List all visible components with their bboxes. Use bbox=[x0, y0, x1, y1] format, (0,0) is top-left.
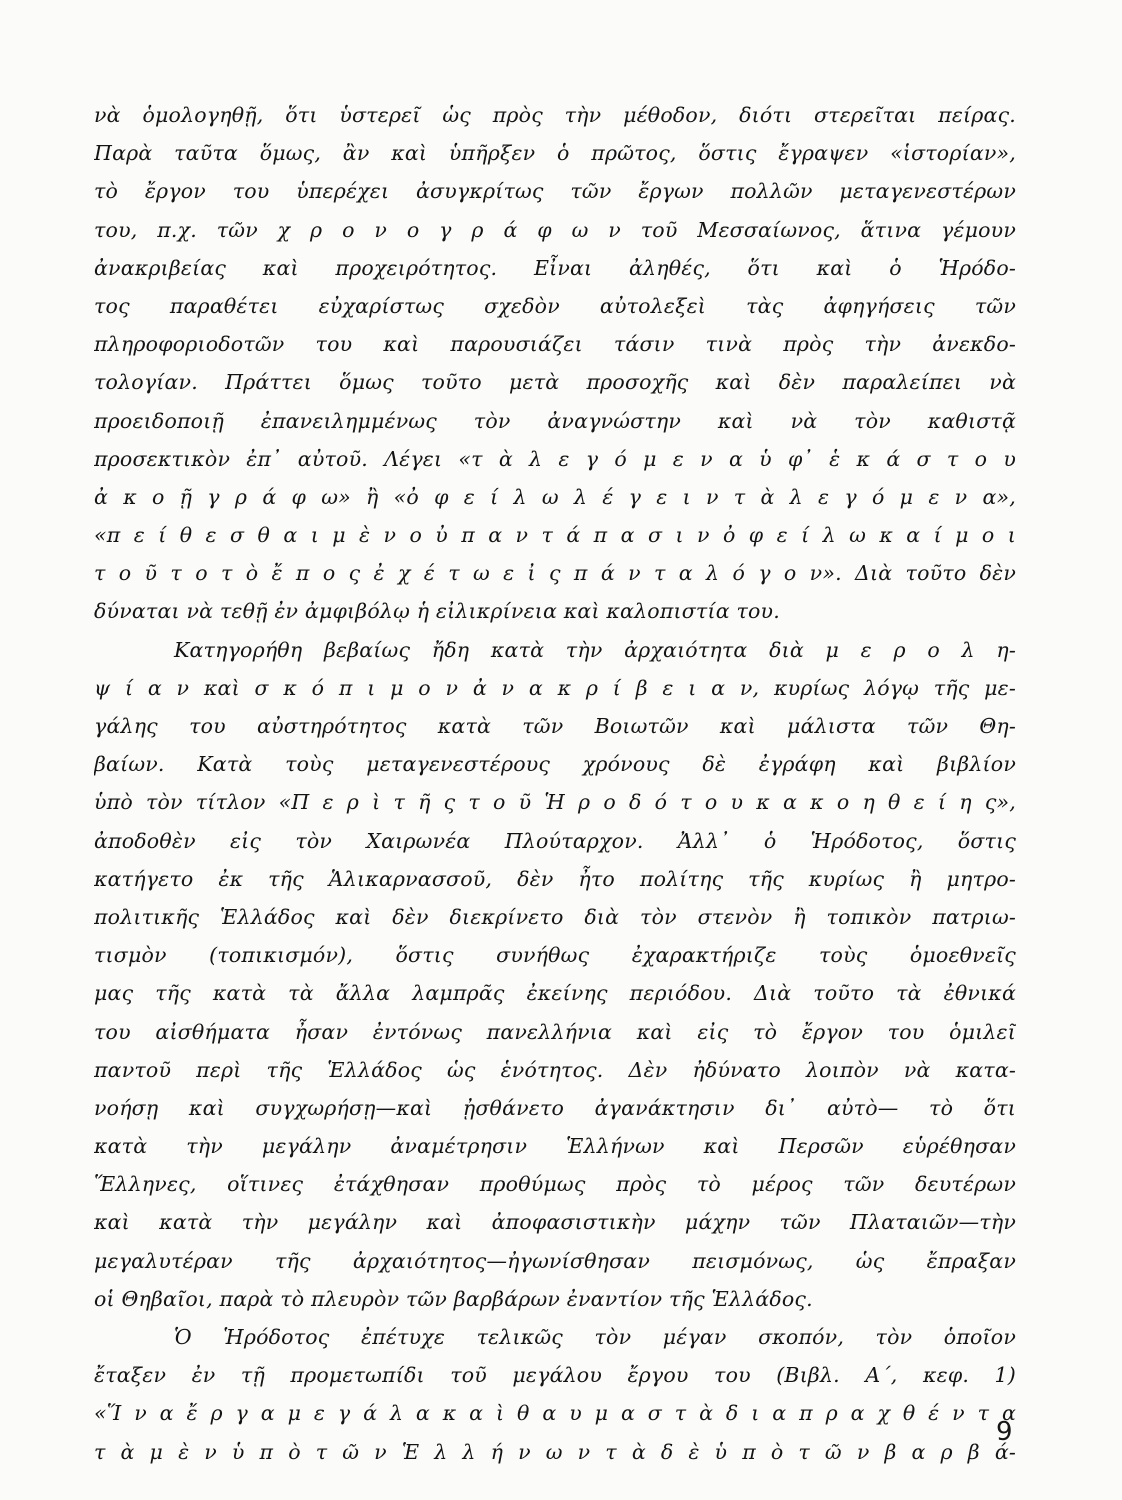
text-line: ψ ί α ν καὶ σ κ ό π ι μ ο ν ἀ ν α κ ρ ί β ε ι α ν, κυρίως λόγῳ τῆς με- bbox=[94, 675, 1016, 700]
text-line: του, π.χ. τῶν χ ρ ο ν ο γ ρ ά φ ω ν τοῦ Μεσσαίωνος, ἅτινα γέμουν bbox=[94, 217, 1016, 242]
text-line: «π ε ί θ ε σ θ α ι μ ὲ ν ο ὐ π α ν τ ά π α σ ι ν ὀ φ ε ί λ ω κ α ί μ ο ι bbox=[94, 523, 1016, 548]
text-line: ἀποδοθὲν εἰς τὸν Χαιρωνέα Πλούταρχον. Ἀλλ᾽ ὁ Ἡρόδοτος, ὅστις bbox=[94, 828, 1016, 853]
text-line: τος παραθέτει εὐχαρίστως σχεδὸν αὐτολεξεὶ τὰς ἀφηγήσεις τῶν bbox=[94, 293, 1016, 318]
body-text bbox=[94, 96, 1016, 1471]
text-line: του αἰσθήματα ἦσαν ἐντόνως πανελλήνια καὶ εἰς τὸ ἔργον του ὁμιλεῖ bbox=[94, 1019, 1016, 1044]
text-line: προσεκτικὸν ἐπ᾽ αὐτοῦ. Λέγει «τ ὰ λ ε γ ό μ ε ν α ὑ φ᾽ ἑ κ ά σ τ ο υ bbox=[94, 446, 1016, 471]
text-line: ἀ κ ο ῇ γ ρ ά φ ω» ἢ «ὀ φ ε ί λ ω λ έ γ ε ι ν τ ὰ λ ε γ ό μ ε ν α», bbox=[94, 484, 1016, 509]
text-line: δύναται νὰ τεθῇ ἐν ἀμφιβόλῳ ἡ εἰλικρίνεια καὶ καλοπιστία του. bbox=[94, 599, 780, 624]
text-line: καὶ κατὰ τὴν μεγάλην καὶ ἀποφασιστικὴν μάχην τῶν Πλαταιῶν—τὴν bbox=[94, 1210, 1016, 1235]
text-line: ἔταξεν ἐν τῇ προμετωπίδι τοῦ μεγάλου ἔργου του (Βιβλ. Α΄, κεφ. 1) bbox=[94, 1363, 1016, 1388]
text-line: Παρὰ ταῦτα ὅμως, ἂν καὶ ὑπῆρξεν ὁ πρῶτος, ὅστις ἔγραψεν «ἱστορίαν», bbox=[94, 141, 1016, 166]
text-line: τισμὸν (τοπικισμόν), ὅστις συνήθως ἐχαρακτήριζε τοὺς ὁμοεθνεῖς bbox=[94, 943, 1016, 968]
text-line: παντοῦ περὶ τῆς Ἑλλάδος ὡς ἑνότητος. Δὲν ἠδύνατο λοιπὸν νὰ κατα- bbox=[94, 1057, 1016, 1082]
text-line: τ ο ῦ τ ο τ ὸ ἔ π ο ς ἐ χ έ τ ω ε ἰ ς π ά ν τ α λ ό γ ο ν». Διὰ τοῦτο δὲν bbox=[94, 561, 1016, 586]
text-line: μεγαλυτέραν τῆς ἀρχαιότητος—ἠγωνίσθησαν πεισμόνως, ὡς ἔπραξαν bbox=[94, 1248, 1016, 1273]
text-line: κατήγετο ἐκ τῆς Ἁλικαρνασσοῦ, δὲν ἦτο πολίτης τῆς κυρίως ἢ μητρο- bbox=[94, 866, 1016, 891]
text-line: Ἕλληνες, οἵτινες ἐτάχθησαν προθύμως πρὸς τὸ μέρος τῶν δευτέρων bbox=[94, 1172, 1016, 1197]
text-line: οἱ Θηβαῖοι, παρὰ τὸ πλευρὸν τῶν βαρβάρων ἐναντίον τῆς Ἑλλάδος. bbox=[94, 1286, 813, 1311]
text-line: κατὰ τὴν μεγάλην ἀναμέτρησιν Ἑλλήνων καὶ Περσῶν εὑρέθησαν bbox=[94, 1134, 1016, 1159]
text-line: μας τῆς κατὰ τὰ ἄλλα λαμπρᾶς ἐκείνης περιόδου. Διὰ τοῦτο τὰ ἐθνικά bbox=[94, 981, 1016, 1006]
text-line: ἀνακριβείας καὶ προχειρότητος. Εἶναι ἀληθές, ὅτι καὶ ὁ Ἡρόδο- bbox=[94, 255, 1016, 280]
text-line: τολογίαν. Πράττει ὅμως τοῦτο μετὰ προσοχῆς καὶ δὲν παραλείπει νὰ bbox=[94, 370, 1016, 395]
paragraph-start-line: Ὁ Ἡρόδοτος ἐπέτυχε τελικῶς τὸν μέγαν σκοπόν, τὸν ὁποῖον bbox=[174, 1325, 1016, 1349]
text-line: πληροφοριοδοτῶν του καὶ παρουσιάζει τάσιν τινὰ πρὸς τὴν ἀνεκδο- bbox=[94, 332, 1016, 357]
paragraph-start-line: Κατηγορήθη βεβαίως ἤδη κατὰ τὴν ἀρχαιότητα διὰ μ ε ρ ο λ η- bbox=[174, 637, 1016, 662]
page-number: 9 bbox=[996, 1417, 1013, 1447]
text-line: προειδοποιῇ ἐπανειλημμένως τὸν ἀναγνώστην καὶ νὰ τὸν καθιστᾷ bbox=[94, 408, 1016, 433]
text-line: νὰ ὁμολογηθῇ, ὅτι ὑστερεῖ ὡς πρὸς τὴν μέθοδον, διότι στερεῖται πείρας. bbox=[94, 103, 1016, 127]
text-line: «Ἵ ν α ἔ ρ γ α μ ε γ ά λ α κ α ὶ θ α υ μ α σ τ ὰ δ ι α π ρ α χ θ έ ν τ α bbox=[94, 1401, 1016, 1426]
text-line: τ ὰ μ ὲ ν ὑ π ὸ τ ῶ ν Ἑ λ λ ή ν ω ν τ ὰ δ ὲ ὑ π ὸ τ ῶ ν β α ρ β ά- bbox=[94, 1439, 1016, 1464]
text-line: ὑπὸ τὸν τίτλον «Π ε ρ ὶ τ ῆ ς τ ο ῦ Ἡ ρ ο δ ό τ ο υ κ α κ ο η θ ε ί η ς», bbox=[94, 790, 1016, 815]
text-line: τὸ ἔργον του ὑπερέχει ἀσυγκρίτως τῶν ἔργων πολλῶν μεταγενεστέρων bbox=[94, 179, 1016, 204]
text-line: βαίων. Κατὰ τοὺς μεταγενεστέρους χρόνους δὲ ἐγράφη καὶ βιβλίον bbox=[94, 752, 1016, 777]
text-line: πολιτικῆς Ἑλλάδος καὶ δὲν διεκρίνετο διὰ τὸν στενὸν ἢ τοπικὸν πατριω- bbox=[94, 904, 1016, 929]
text-line: νοήσῃ καὶ συγχωρήσῃ—καὶ ᾐσθάνετο ἀγανάκτησιν δι᾽ αὐτὸ— τὸ ὅτι bbox=[94, 1095, 1016, 1120]
text-line: γάλης του αὐστηρότητος κατὰ τῶν Βοιωτῶν καὶ μάλιστα τῶν Θη- bbox=[94, 714, 1016, 738]
